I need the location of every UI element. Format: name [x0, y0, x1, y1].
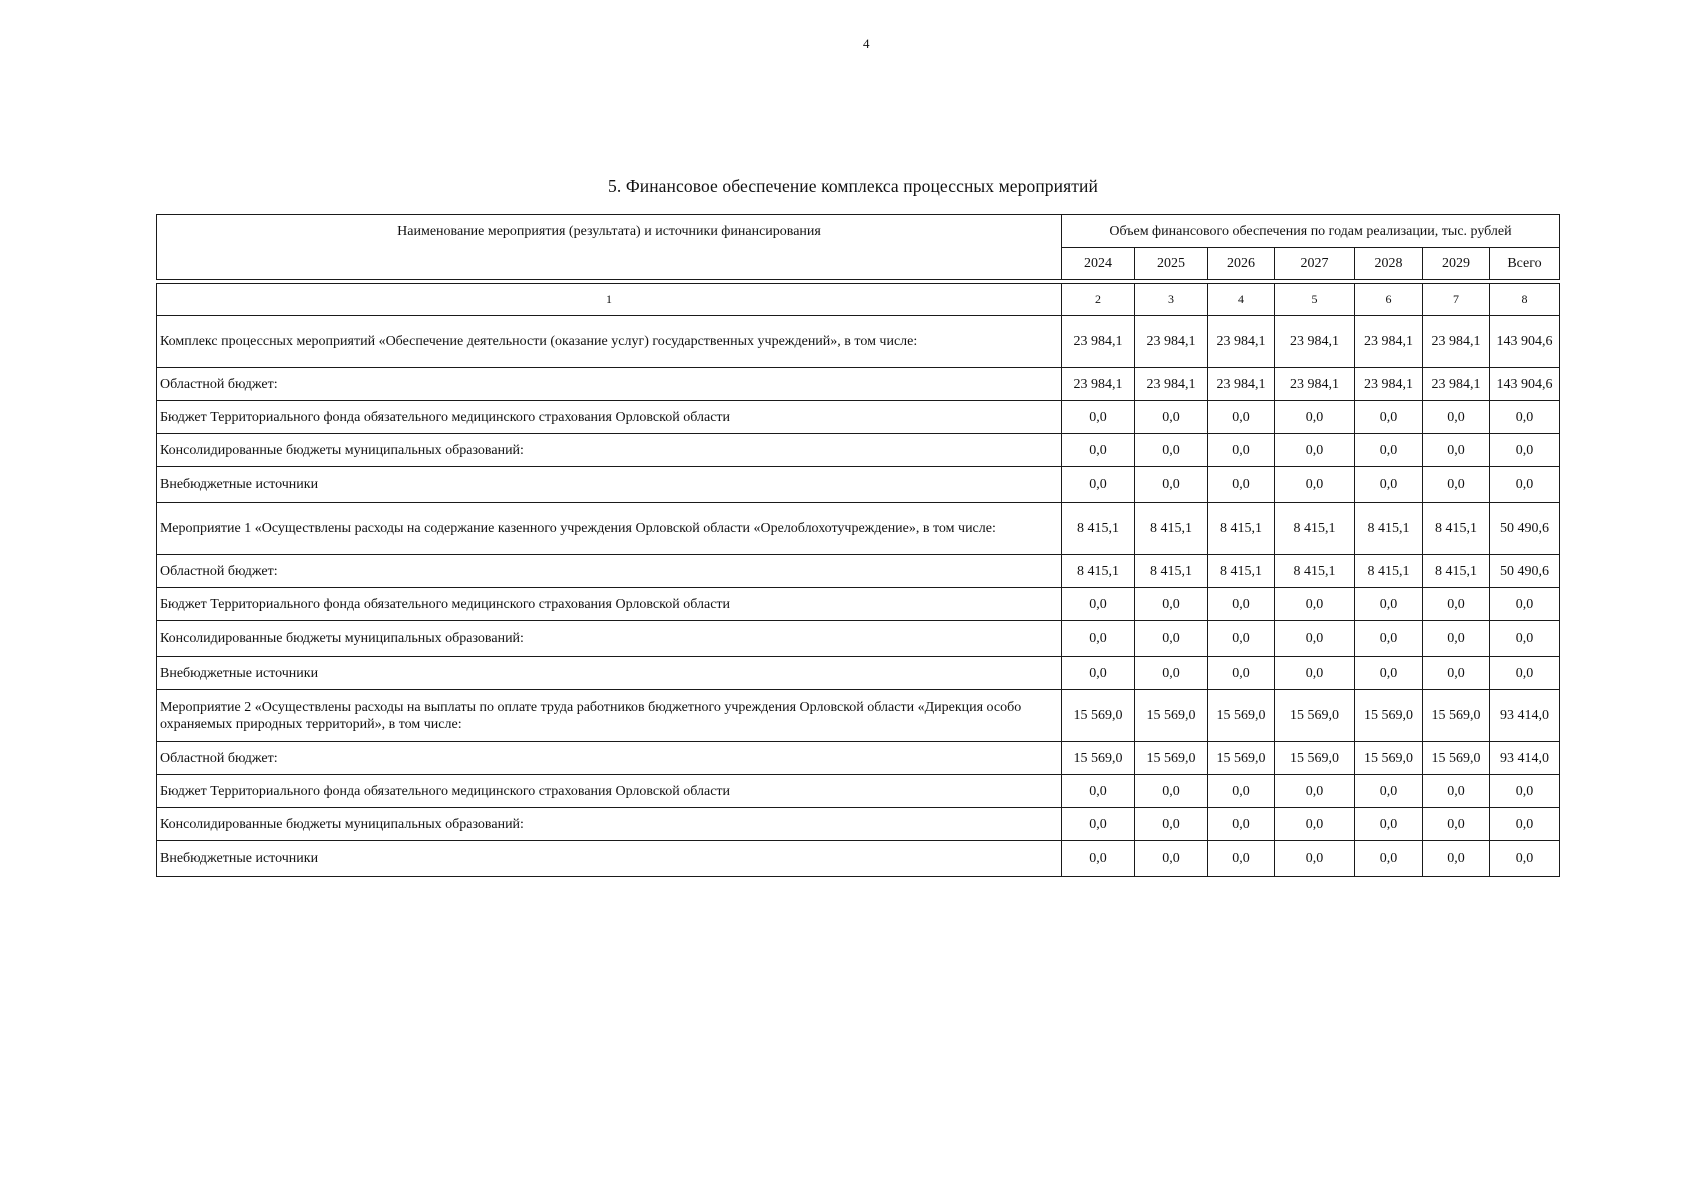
table-row — [157, 588, 1560, 621]
header-year-2028: 2028 — [1355, 248, 1423, 280]
value-cell: 15 569,0 — [1062, 690, 1135, 742]
value-cell: 8 415,1 — [1208, 555, 1275, 588]
table-row — [157, 690, 1560, 742]
value-cell: 0,0 — [1135, 588, 1208, 621]
value-cell: 0,0 — [1275, 588, 1355, 621]
header-year-2027: 2027 — [1275, 248, 1355, 280]
value-cell: 0,0 — [1423, 775, 1490, 808]
value-cell: 0,0 — [1355, 401, 1423, 434]
row-name: Областной бюджет: — [157, 555, 1062, 588]
value-cell: 0,0 — [1275, 621, 1355, 657]
financing-table — [156, 214, 1560, 877]
total-cell: 0,0 — [1490, 467, 1560, 503]
index-cell: 7 — [1423, 284, 1490, 316]
value-cell: 0,0 — [1208, 657, 1275, 690]
value-cell: 0,0 — [1275, 434, 1355, 467]
table-row — [157, 775, 1560, 808]
value-cell: 0,0 — [1355, 621, 1423, 657]
total-cell: 0,0 — [1490, 434, 1560, 467]
row-name: Бюджет Территориального фонда обязательного медицинского страхования Орловской области — [157, 775, 1062, 808]
value-cell: 0,0 — [1135, 621, 1208, 657]
value-cell: 23 984,1 — [1062, 368, 1135, 401]
header-volume-group: Объем финансового обеспечения по годам реализации, тыс. рублей — [1062, 215, 1560, 248]
value-cell: 0,0 — [1275, 467, 1355, 503]
value-cell: 0,0 — [1423, 467, 1490, 503]
total-cell: 0,0 — [1490, 808, 1560, 841]
total-cell: 0,0 — [1490, 657, 1560, 690]
value-cell: 0,0 — [1208, 588, 1275, 621]
value-cell: 23 984,1 — [1208, 316, 1275, 368]
table-row — [157, 657, 1560, 690]
table-row — [157, 503, 1560, 555]
table-row — [157, 808, 1560, 841]
value-cell: 0,0 — [1423, 808, 1490, 841]
row-name: Внебюджетные источники — [157, 657, 1062, 690]
row-name: Мероприятие 1 «Осуществлены расходы на содержание казенного учреждения Орловской области «Орелоблохотучреждение», в том числе: — [157, 503, 1062, 555]
table-row — [157, 368, 1560, 401]
value-cell: 0,0 — [1062, 434, 1135, 467]
value-cell: 0,0 — [1423, 588, 1490, 621]
value-cell: 15 569,0 — [1423, 742, 1490, 775]
row-name: Областной бюджет: — [157, 368, 1062, 401]
row-name: Комплекс процессных мероприятий «Обеспечение деятельности (оказание услуг) государственных учреждений», в том числе: — [157, 316, 1062, 368]
value-cell: 0,0 — [1423, 434, 1490, 467]
value-cell: 0,0 — [1275, 657, 1355, 690]
row-name: Бюджет Территориального фонда обязательного медицинского страхования Орловской области — [157, 588, 1062, 621]
value-cell: 0,0 — [1062, 621, 1135, 657]
value-cell: 8 415,1 — [1135, 503, 1208, 555]
row-name: Консолидированные бюджеты муниципальных образований: — [157, 808, 1062, 841]
value-cell: 15 569,0 — [1062, 742, 1135, 775]
index-cell: 1 — [157, 284, 1062, 316]
header-year-2026: 2026 — [1208, 248, 1275, 280]
value-cell: 15 569,0 — [1208, 690, 1275, 742]
total-cell: 93 414,0 — [1490, 742, 1560, 775]
value-cell: 15 569,0 — [1423, 690, 1490, 742]
value-cell: 0,0 — [1355, 841, 1423, 877]
value-cell: 0,0 — [1062, 775, 1135, 808]
row-name: Мероприятие 2 «Осуществлены расходы на выплаты по оплате труда работников бюджетного учреждения Орловской области «Дирекция особо охраняемых природных территорий», в том числе: — [157, 690, 1062, 742]
table-row — [157, 841, 1560, 877]
header-year-2024: 2024 — [1062, 248, 1135, 280]
total-cell: 0,0 — [1490, 621, 1560, 657]
value-cell: 0,0 — [1355, 467, 1423, 503]
value-cell: 23 984,1 — [1062, 316, 1135, 368]
value-cell: 0,0 — [1135, 657, 1208, 690]
value-cell: 0,0 — [1355, 657, 1423, 690]
value-cell: 8 415,1 — [1062, 503, 1135, 555]
total-cell: 143 904,6 — [1490, 368, 1560, 401]
header-name-column: Наименование мероприятия (результата) и источники финансирования — [157, 215, 1062, 280]
value-cell: 8 415,1 — [1355, 555, 1423, 588]
value-cell: 0,0 — [1275, 775, 1355, 808]
total-cell: 93 414,0 — [1490, 690, 1560, 742]
value-cell: 15 569,0 — [1135, 690, 1208, 742]
value-cell: 8 415,1 — [1062, 555, 1135, 588]
value-cell: 15 569,0 — [1275, 742, 1355, 775]
value-cell: 0,0 — [1062, 588, 1135, 621]
total-cell: 0,0 — [1490, 775, 1560, 808]
index-cell: 6 — [1355, 284, 1423, 316]
total-cell: 50 490,6 — [1490, 503, 1560, 555]
value-cell: 0,0 — [1355, 808, 1423, 841]
value-cell: 23 984,1 — [1135, 368, 1208, 401]
table-row — [157, 401, 1560, 434]
value-cell: 23 984,1 — [1275, 316, 1355, 368]
index-cell: 8 — [1490, 284, 1560, 316]
value-cell: 0,0 — [1062, 657, 1135, 690]
value-cell: 8 415,1 — [1135, 555, 1208, 588]
value-cell: 15 569,0 — [1208, 742, 1275, 775]
total-cell: 0,0 — [1490, 841, 1560, 877]
value-cell: 0,0 — [1275, 808, 1355, 841]
table-row — [157, 555, 1560, 588]
value-cell: 8 415,1 — [1275, 503, 1355, 555]
value-cell: 15 569,0 — [1135, 742, 1208, 775]
value-cell: 8 415,1 — [1208, 503, 1275, 555]
total-cell: 50 490,6 — [1490, 555, 1560, 588]
index-cell: 2 — [1062, 284, 1135, 316]
value-cell: 0,0 — [1423, 401, 1490, 434]
value-cell: 0,0 — [1135, 434, 1208, 467]
value-cell: 0,0 — [1208, 467, 1275, 503]
row-name: Бюджет Территориального фонда обязательного медицинского страхования Орловской области — [157, 401, 1062, 434]
page-number: 4 — [863, 36, 870, 51]
value-cell: 0,0 — [1062, 808, 1135, 841]
value-cell: 0,0 — [1423, 621, 1490, 657]
value-cell: 0,0 — [1208, 621, 1275, 657]
value-cell: 0,0 — [1208, 434, 1275, 467]
index-cell: 3 — [1135, 284, 1208, 316]
value-cell: 0,0 — [1423, 657, 1490, 690]
value-cell: 15 569,0 — [1355, 690, 1423, 742]
total-cell: 0,0 — [1490, 401, 1560, 434]
value-cell: 8 415,1 — [1355, 503, 1423, 555]
value-cell: 0,0 — [1355, 588, 1423, 621]
value-cell: 8 415,1 — [1275, 555, 1355, 588]
table-row — [157, 467, 1560, 503]
index-cell: 4 — [1208, 284, 1275, 316]
row-name: Внебюджетные источники — [157, 467, 1062, 503]
table-row — [157, 621, 1560, 657]
row-name: Консолидированные бюджеты муниципальных образований: — [157, 434, 1062, 467]
value-cell: 0,0 — [1135, 401, 1208, 434]
value-cell: 0,0 — [1208, 401, 1275, 434]
value-cell: 23 984,1 — [1275, 368, 1355, 401]
value-cell: 0,0 — [1355, 434, 1423, 467]
value-cell: 15 569,0 — [1275, 690, 1355, 742]
value-cell: 0,0 — [1423, 841, 1490, 877]
value-cell: 23 984,1 — [1135, 316, 1208, 368]
header-total: Всего — [1490, 248, 1560, 280]
section-title: 5. Финансовое обеспечение комплекса процессных мероприятий — [608, 176, 1098, 196]
value-cell: 8 415,1 — [1423, 503, 1490, 555]
value-cell: 0,0 — [1275, 401, 1355, 434]
value-cell: 23 984,1 — [1423, 368, 1490, 401]
value-cell: 0,0 — [1135, 808, 1208, 841]
index-cell: 5 — [1275, 284, 1355, 316]
value-cell: 0,0 — [1062, 467, 1135, 503]
value-cell: 0,0 — [1135, 841, 1208, 877]
value-cell: 23 984,1 — [1355, 368, 1423, 401]
total-cell: 143 904,6 — [1490, 316, 1560, 368]
value-cell: 15 569,0 — [1355, 742, 1423, 775]
value-cell: 0,0 — [1062, 401, 1135, 434]
value-cell: 23 984,1 — [1208, 368, 1275, 401]
table-row — [157, 434, 1560, 467]
value-cell: 0,0 — [1062, 841, 1135, 877]
header-year-2029: 2029 — [1423, 248, 1490, 280]
row-name: Консолидированные бюджеты муниципальных образований: — [157, 621, 1062, 657]
value-cell: 23 984,1 — [1355, 316, 1423, 368]
value-cell: 0,0 — [1275, 841, 1355, 877]
value-cell: 0,0 — [1355, 775, 1423, 808]
table-row — [157, 742, 1560, 775]
row-name: Внебюджетные источники — [157, 841, 1062, 877]
table-row — [157, 316, 1560, 368]
value-cell: 0,0 — [1135, 775, 1208, 808]
header-year-2025: 2025 — [1135, 248, 1208, 280]
value-cell: 23 984,1 — [1423, 316, 1490, 368]
value-cell: 0,0 — [1208, 841, 1275, 877]
value-cell: 0,0 — [1135, 467, 1208, 503]
total-cell: 0,0 — [1490, 588, 1560, 621]
value-cell: 0,0 — [1208, 775, 1275, 808]
value-cell: 8 415,1 — [1423, 555, 1490, 588]
value-cell: 0,0 — [1208, 808, 1275, 841]
row-name: Областной бюджет: — [157, 742, 1062, 775]
